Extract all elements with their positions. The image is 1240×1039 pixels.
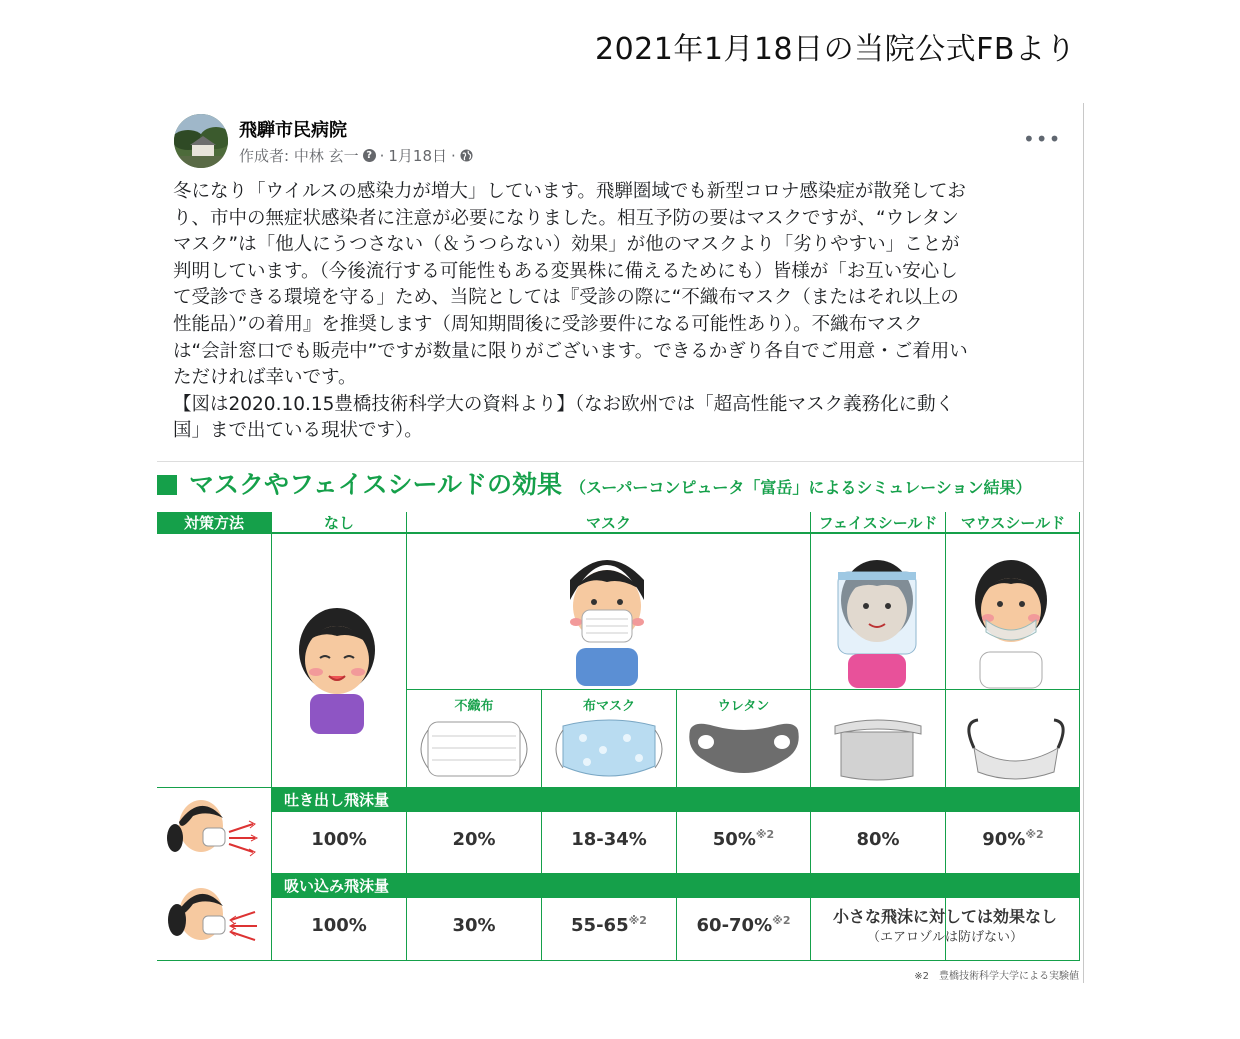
- exhale-value-cloth: 18-34%: [571, 829, 647, 850]
- body-line: 冬になり「ウイルスの感染力が増大」しています。飛騨圏域でも新型コロナ感染症が散発してお: [173, 181, 966, 202]
- body-line: 性能品）”の着用』を推奨します（周知期間後に受診要件になる可能性あり）。不織布マスク: [173, 313, 923, 335]
- exhale-value-none: 100%: [311, 829, 367, 850]
- page-caption: 2021年1月18日の当院公式FBより: [595, 32, 1076, 67]
- infographic-footnote: ※2 豊橋技術科学大学による実験値: [914, 971, 1079, 982]
- title-square: [157, 475, 177, 495]
- nonwoven-mask-illustration: [414, 716, 534, 782]
- author-label: 作成者: 中林 玄一: [239, 147, 359, 165]
- body-line: て受診できる環境を守る」ため、当院としては『受診の際に“不織布マスク（またはそれ以上の: [173, 287, 959, 309]
- mask-type-cloth: 布マスク: [582, 699, 635, 714]
- exhale-value-face-shield: 80%: [856, 829, 900, 850]
- face-shield-illustration: [821, 712, 935, 784]
- header-face-shield: フェイスシールド: [811, 512, 945, 534]
- body-line: 国」まで出ている現状です）。: [173, 420, 423, 442]
- mask-type-nonwoven: 不織布: [454, 699, 494, 714]
- body-line: は“会計窓口でも販売中”ですが数量に限りがございます。できるかぎり各自でご用意・ご着用い: [173, 340, 968, 362]
- inhale-band-label: 吸い込み飛沫量: [272, 874, 1080, 898]
- inhale-value-nonwoven: 30%: [452, 915, 496, 936]
- person-mouth-shield-illustration: [956, 540, 1066, 690]
- exhale-value-urethane: 50%$^{※2}$: [712, 828, 775, 850]
- body-line: 判明しています。（今後流行する可能性もある変異株に備えるためにも）皆様が「お互い安心し: [173, 260, 958, 282]
- post-date[interactable]: 1月18日: [388, 147, 448, 165]
- person-no-mask-illustration: [282, 592, 392, 742]
- person-mask-illustration: [552, 540, 662, 690]
- mouth-shield-illustration: [954, 712, 1072, 784]
- inhale-value-none: 100%: [311, 915, 367, 936]
- post-body: [173, 179, 1068, 445]
- person-face-shield-illustration: [822, 540, 932, 690]
- more-options-button[interactable]: •••: [1023, 127, 1062, 151]
- body-line: 【図は2020.10.15豊橋技術科学大の資料より】（なお欧州では「超高性能マスク義務化に動く: [173, 393, 955, 415]
- exhale-band-label: 吐き出し飛沫量: [272, 788, 1080, 812]
- inhale-person-icon: [163, 878, 263, 956]
- exhale-value-mouth-shield: 90%$^{※2}$: [982, 828, 1044, 850]
- body-line: マスク”は「他人にうつさない（＆うつらない）効果」が他のマスクより「劣りやすい」ことが: [173, 234, 960, 256]
- body-line: り、市中の無症状感染者に注意が必要になりました。相互予防の要はマスクですが、“ウレタン: [173, 207, 959, 229]
- globe-icon: [460, 149, 473, 162]
- page-avatar[interactable]: [174, 114, 228, 168]
- header-method: 対策方法: [157, 512, 271, 534]
- post-meta: [239, 145, 473, 166]
- dot-separator: ·: [451, 146, 456, 165]
- inhale-value-urethane: 60-70%$^{※2}$: [696, 914, 791, 936]
- mask-type-urethane: ウレタン: [717, 699, 770, 714]
- exhale-person-icon: [163, 792, 263, 868]
- dot-separator: ·: [379, 146, 385, 165]
- exhale-value-nonwoven: 20%: [452, 829, 496, 850]
- infographic-image[interactable]: [157, 461, 1083, 984]
- infographic-main-title: マスクやフェイスシールドの効果: [189, 470, 563, 499]
- inhale-value-cloth: 55-65$^{※2}$: [571, 914, 647, 936]
- question-icon[interactable]: ?: [363, 149, 376, 162]
- header-none: なし: [272, 512, 406, 534]
- header-mask: マスク: [407, 512, 810, 534]
- body-line: ただければ幸いです。: [173, 367, 357, 389]
- header-mouth-shield: マウスシールド: [946, 512, 1080, 534]
- shield-no-effect-text: 小さな飛沫に対しては効果なし: [832, 907, 1057, 926]
- page-name[interactable]: 飛騨市民病院: [239, 120, 347, 141]
- infographic-subtitle: （スーパーコンピュータ「富岳」によるシミュレーション結果）: [570, 478, 1032, 497]
- shield-no-effect-subtext: （エアロゾルは防げない）: [866, 930, 1023, 945]
- cloth-mask-illustration: [549, 716, 669, 782]
- facebook-post: [157, 103, 1084, 983]
- urethane-mask-illustration: [684, 716, 804, 782]
- infographic-title: [157, 465, 1031, 501]
